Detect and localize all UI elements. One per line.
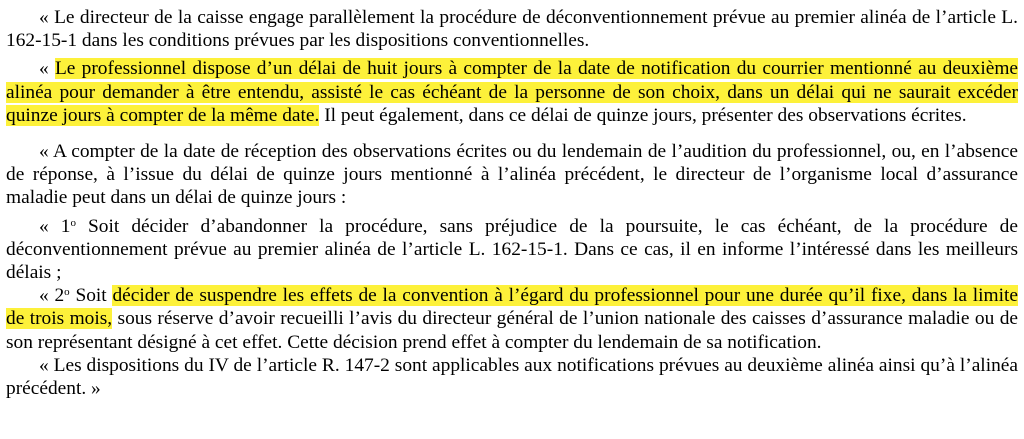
paragraph-text: Soit xyxy=(69,285,113,307)
paragraph-dispositions-iv xyxy=(6,354,1018,400)
paragraph-deconventionnement xyxy=(6,6,1018,52)
paragraph-text: « 2 xyxy=(39,285,65,307)
paragraph-text: « xyxy=(39,58,55,80)
ordinal-superscript: o xyxy=(70,216,76,229)
paragraph-reception-observations xyxy=(6,140,1018,210)
paragraph-option-1 xyxy=(6,215,1018,285)
paragraph-text: « Les dispositions du IV de l’article R. 147-2 sont applicables aux notifications prévues au deuxième alinéa ainsi qu’à l’alinéa précédent. » xyxy=(6,354,1018,400)
paragraph-option-2 xyxy=(6,284,1018,354)
highlighted-text: Le professionnel dispose d’un délai de huit jours à compter de la date de notification du courrier mentionné au deuxième alinéa pour demander à être entendu, assisté le cas échéant de la personne de son choix, dans un délai qui ne saurait excéder quinze jours à compter de la même date. xyxy=(6,58,1019,126)
paragraph-text: « 1 xyxy=(39,215,71,237)
paragraph-text: sous réserve d’avoir recueilli l’avis du directeur général de l’union nationale des caisses d’assurance maladie ou de son représentant désigné à cet effet. Cette décision prend effet à compter du lendemain de sa notification. xyxy=(6,308,1019,353)
paragraph-text: Il peut également, dans ce délai de quinze jours, présenter des observations écrites. xyxy=(319,104,967,126)
highlighted-text: décider de suspendre les effets de la convention à l’égard du professionnel pour une durée qu’il fixe, dans la limite de trois mois, xyxy=(6,285,1019,330)
paragraph-delai-audition xyxy=(6,57,1018,127)
paragraph-text: « Le directeur de la caisse engage parallèlement la procédure de déconventionnement prévue au premier alinéa de l’article L. 162-15-1 dans les conditions prévues par les dispositions conventionnelles. xyxy=(6,7,1018,52)
paragraph-text: « A compter de la date de réception des observations écrites ou du lendemain de l’audition du professionnel, ou, en l’absence de réponse, à l’issue du délai de quinze jours mentionné à l’alinéa précédent, le directeur de l’organisme local d’assurance maladie peut dans un délai de quinze jours : xyxy=(6,141,1018,209)
document-excerpt xyxy=(6,6,1018,400)
paragraph-text: Soit décider d’abandonner la procédure, sans préjudice de la poursuite, le cas échéant, de la procédure de déconventionnement prévue au premier alinéa de l’article L. 162-15-1. Dans ce cas, il en informe l’intéressé dans les meilleurs délais ; xyxy=(6,215,1018,284)
ordinal-superscript: o xyxy=(64,286,70,299)
